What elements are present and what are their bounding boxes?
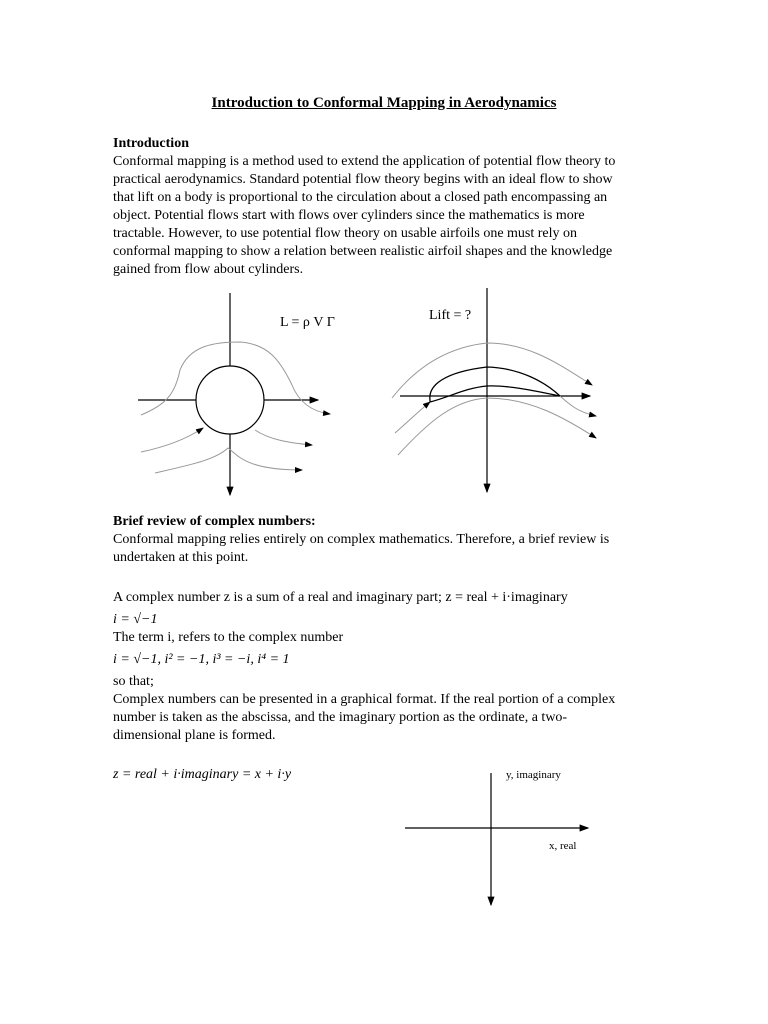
- z-equation: z = real + i·imaginary = x + i·y: [113, 767, 292, 782]
- equation-i: i = √−1: [113, 612, 158, 627]
- intro-line: tractable. However, to use potential flow theory on usable airfoils one must rely on: [113, 226, 578, 241]
- intro-line: object. Potential flows start with flows over cylinders since the mathematics is more: [113, 208, 585, 223]
- streamline: [392, 343, 592, 398]
- intro-heading: Introduction: [113, 136, 189, 151]
- graph-line: number is taken as the abscissa, and the imaginary portion as the ordinate, a two-: [113, 710, 568, 725]
- review-line: undertaken at this point.: [113, 550, 249, 565]
- airfoil-lift-label: Lift = ?: [429, 308, 472, 323]
- equation-powers: i = √−1, i² = −1, i³ = −i, i⁴ = 1: [113, 652, 290, 667]
- graph-line: dimensional plane is formed.: [113, 728, 276, 743]
- intro-line: Conformal mapping is a method used to extend the application of potential flow theory to: [113, 154, 616, 169]
- intro-line: that lift on a body is proportional to the circulation about a closed path encompassing an: [113, 190, 608, 205]
- term-line: The term i, refers to the complex number: [113, 630, 344, 645]
- review-line: Conformal mapping relies entirely on complex mathematics. Therefore, a brief review is: [113, 532, 610, 547]
- intro-line: gained from flow about cylinders.: [113, 262, 304, 277]
- streamline: [398, 398, 596, 455]
- cylinder-lift-label: L = ρ V Γ: [280, 315, 335, 330]
- intro-line: practical aerodynamics. Standard potential flow theory begins with an ideal flow to show: [113, 172, 613, 187]
- graph-line: Complex numbers can be presented in a graphical format. If the real portion of a complex: [113, 692, 616, 707]
- streamline: [141, 428, 203, 452]
- complex-definition: A complex number z is a sum of a real and imaginary part; z = real + i·imaginary: [113, 590, 568, 605]
- y-axis-label: y, imaginary: [506, 769, 561, 781]
- intro-line: conformal mapping to show a relation between realistic airfoil shapes and the knowledge: [113, 244, 613, 259]
- airfoil-figure: [392, 288, 596, 492]
- x-axis-label: x, real: [549, 840, 577, 852]
- document-title: Introduction to Conformal Mapping in Aerodynamics: [211, 95, 557, 111]
- airfoil: [430, 367, 560, 402]
- so-that: so that;: [113, 674, 154, 689]
- streamline: [155, 448, 302, 473]
- streamline: [255, 430, 312, 445]
- streamline: [560, 396, 596, 416]
- cylinder: [196, 366, 264, 434]
- review-heading: Brief review of complex numbers:: [113, 514, 316, 529]
- complex-plane: [405, 773, 588, 905]
